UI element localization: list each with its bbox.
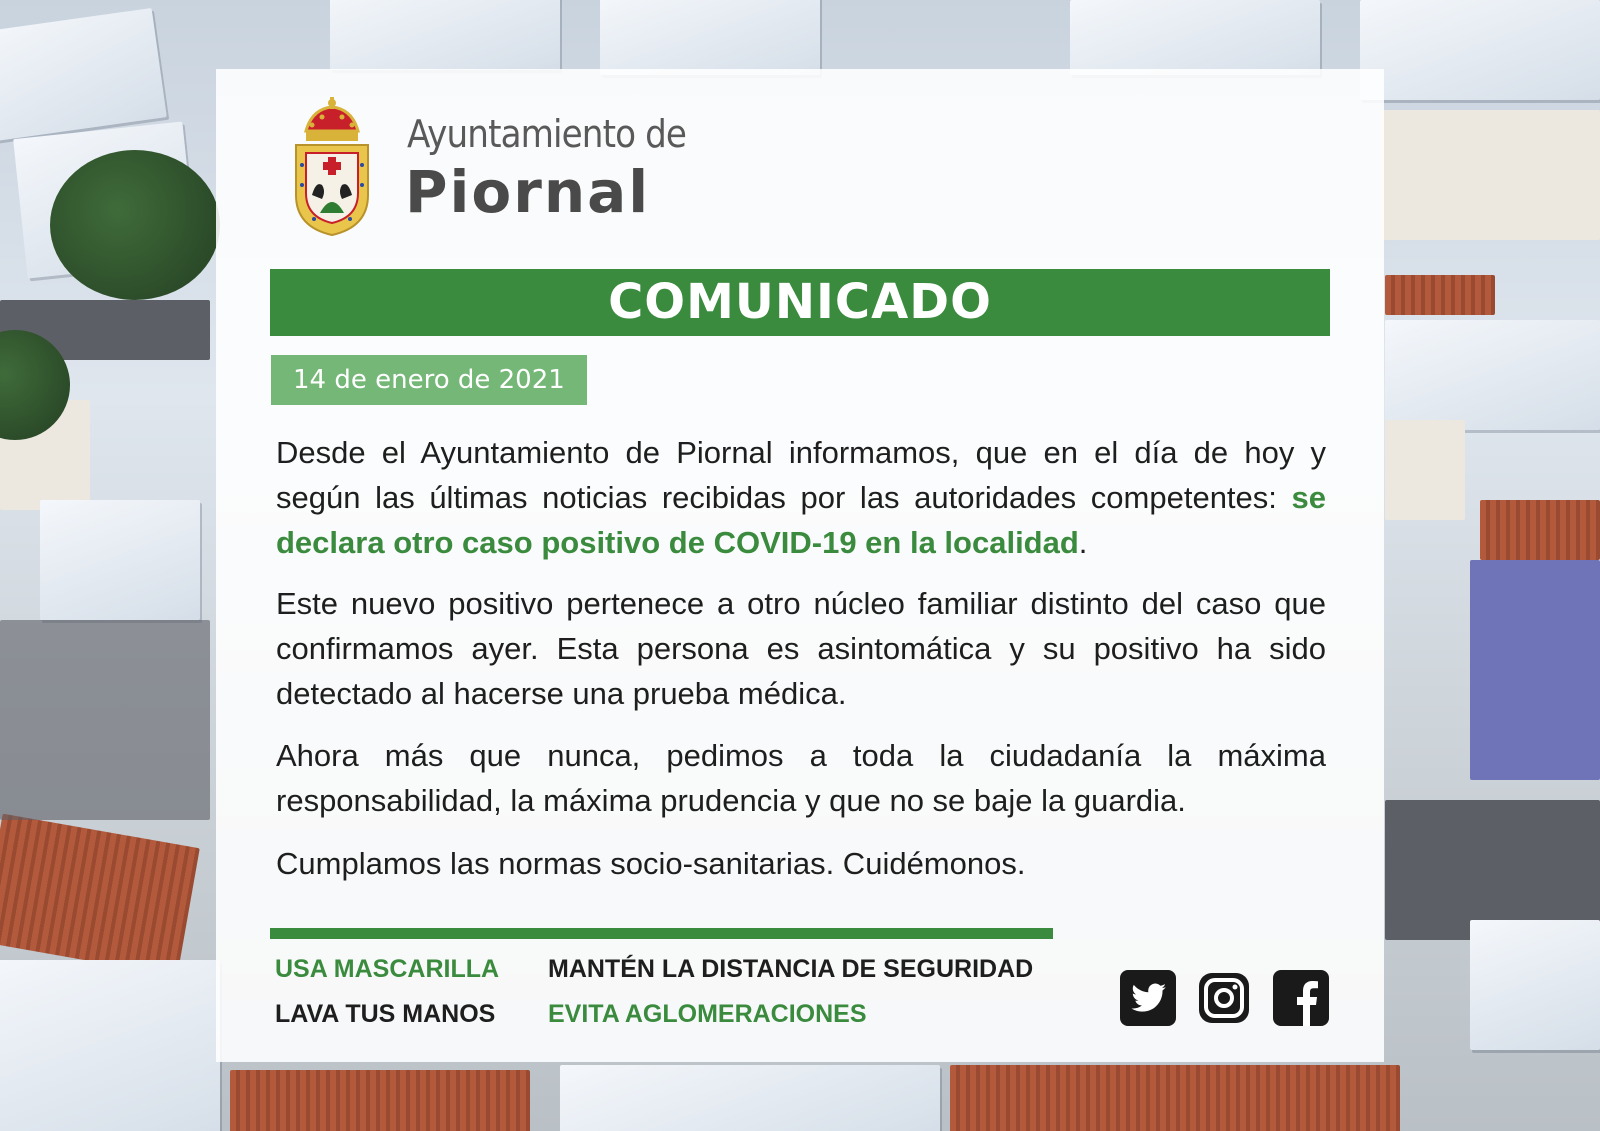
organization-line1: Ayuntamiento de: [407, 112, 687, 156]
paragraph-1-text: Desde el Ayuntamiento de Piornal informamos, que en el día de hoy y según las últimas noticias recibidas por las autoridades competentes:: [276, 435, 1326, 515]
announcement-date: 14 de enero de 2021: [271, 355, 587, 405]
organization-name: Piornal: [405, 158, 651, 226]
paragraph-1: [276, 430, 1326, 565]
divider: [270, 928, 1053, 939]
tip-mask: USA MASCARILLA: [275, 955, 500, 983]
coat-of-arms-logo: [292, 95, 372, 239]
paragraph-4: Cumplamos las normas socio-sanitarias. Cuidémonos.: [276, 846, 1026, 881]
paragraph-1-highlight: se declara otro caso positivo de COVID-19 en la localidad: [276, 480, 1326, 560]
tip-crowds: EVITA AGLOMERACIONES: [548, 1000, 867, 1028]
tip-hands: LAVA TUS MANOS: [275, 1000, 496, 1028]
twitter-icon[interactable]: [1120, 970, 1176, 1026]
tip-distance: MANTÉN LA DISTANCIA DE SEGURIDAD: [548, 955, 1034, 983]
paragraph-3: Ahora más que nunca, pedimos a toda la ciudadanía la máxima responsabilidad, la máxima prudencia y que no se baje la guardia.: [276, 738, 1326, 818]
paragraph-1-end: .: [1078, 525, 1088, 560]
facebook-icon[interactable]: [1273, 970, 1329, 1026]
paragraph-2: Este nuevo positivo pertenece a otro núcleo familiar distinto del caso que confirmamos ayer. Esta persona es asintomática y su positivo ha sido detectado al hacerse una prueba médica.: [276, 586, 1326, 711]
announcement-card: [216, 69, 1384, 1062]
announcement-banner: COMUNICADO: [270, 269, 1330, 336]
instagram-icon[interactable]: [1196, 970, 1252, 1026]
